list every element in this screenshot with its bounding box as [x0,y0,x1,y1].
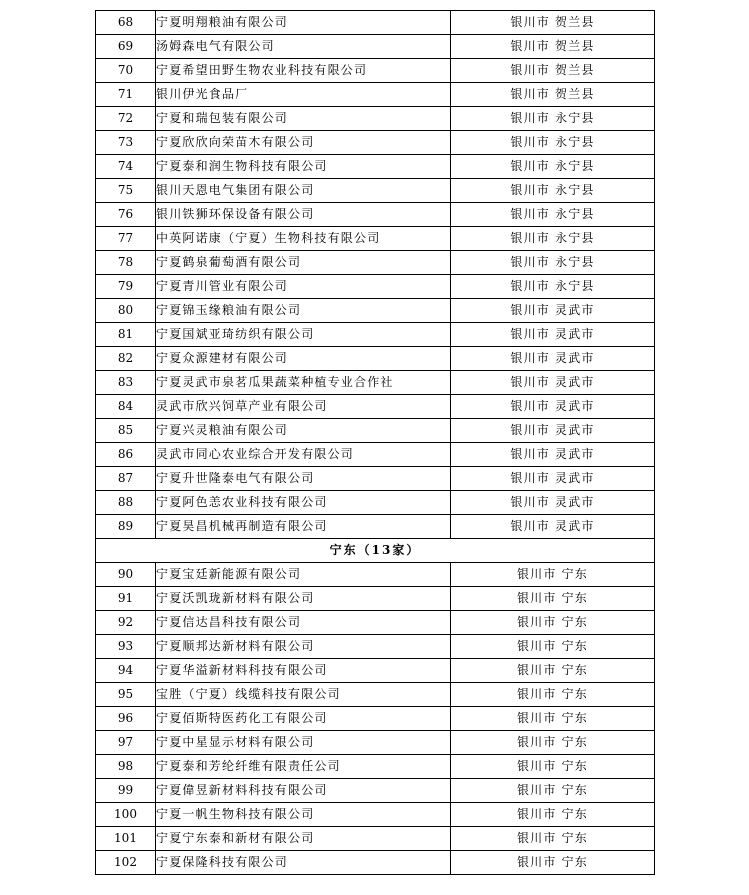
row-number: 87 [96,467,156,491]
row-number: 90 [96,563,156,587]
company-name: 宁夏一帆生物科技有限公司 [156,803,451,827]
row-number: 96 [96,707,156,731]
location: 银川市 贺兰县 [451,83,655,107]
company-name: 汤姆森电气有限公司 [156,35,451,59]
location: 银川市 宁东 [451,707,655,731]
row-number: 83 [96,371,156,395]
row-number: 75 [96,179,156,203]
row-number: 77 [96,227,156,251]
location: 银川市 永宁县 [451,155,655,179]
company-name: 宁夏众源建材有限公司 [156,347,451,371]
company-name: 宁夏中星显示材料有限公司 [156,731,451,755]
row-number: 70 [96,59,156,83]
row-number: 79 [96,275,156,299]
table-row [96,131,655,155]
company-name: 宁夏鹤泉葡萄酒有限公司 [156,251,451,275]
table-row [96,683,655,707]
table-row [96,587,655,611]
location: 银川市 永宁县 [451,179,655,203]
company-name: 宁夏升世隆泰电气有限公司 [156,467,451,491]
row-number: 92 [96,611,156,635]
company-name: 银川伊光食品厂 [156,83,451,107]
company-name: 宁夏信达昌科技有限公司 [156,611,451,635]
table-row [96,635,655,659]
location: 银川市 灵武市 [451,371,655,395]
table-row [96,35,655,59]
table-row [96,419,655,443]
company-name: 宁夏偉昱新材料科技有限公司 [156,779,451,803]
table-row [96,395,655,419]
row-number: 82 [96,347,156,371]
company-name: 宁夏顺邦达新材料有限公司 [156,635,451,659]
table-row [96,11,655,35]
company-name: 宁夏希望田野生物农业科技有限公司 [156,59,451,83]
row-number: 69 [96,35,156,59]
table-row [96,491,655,515]
company-name: 宁夏宁东泰和新材有限公司 [156,827,451,851]
location: 银川市 灵武市 [451,443,655,467]
row-number: 91 [96,587,156,611]
row-number: 78 [96,251,156,275]
location: 银川市 宁东 [451,803,655,827]
company-name: 宁夏阿色恙农业科技有限公司 [156,491,451,515]
location: 银川市 贺兰县 [451,11,655,35]
company-name: 宝胜（宁夏）线缆科技有限公司 [156,683,451,707]
row-number: 101 [96,827,156,851]
row-number: 88 [96,491,156,515]
location: 银川市 宁东 [451,659,655,683]
company-list-table [95,10,655,875]
row-number: 85 [96,419,156,443]
table-row [96,203,655,227]
company-name: 银川铁狮环保设备有限公司 [156,203,451,227]
location: 银川市 宁东 [451,851,655,875]
location: 银川市 永宁县 [451,227,655,251]
row-number: 89 [96,515,156,539]
company-name: 宁夏国斌亚琦纺织有限公司 [156,323,451,347]
location: 银川市 宁东 [451,779,655,803]
company-name: 宁夏兴灵粮油有限公司 [156,419,451,443]
company-name: 宁夏沃凯珑新材料有限公司 [156,587,451,611]
row-number: 97 [96,731,156,755]
company-name: 宁夏欣欣向荣苗木有限公司 [156,131,451,155]
table-row [96,515,655,539]
table-row [96,803,655,827]
table-row [96,59,655,83]
location: 银川市 宁东 [451,587,655,611]
table-row [96,851,655,875]
table-row [96,323,655,347]
location: 银川市 灵武市 [451,299,655,323]
location: 银川市 宁东 [451,755,655,779]
company-name: 银川天恩电气集团有限公司 [156,179,451,203]
section-row [96,539,655,563]
location: 银川市 宁东 [451,635,655,659]
location: 银川市 永宁县 [451,107,655,131]
row-number: 76 [96,203,156,227]
location: 银川市 宁东 [451,611,655,635]
company-name: 宁夏锦玉缘粮油有限公司 [156,299,451,323]
table-row [96,731,655,755]
table-row [96,347,655,371]
table-row [96,371,655,395]
table-row [96,779,655,803]
table-row [96,179,655,203]
company-name: 灵武市同心农业综合开发有限公司 [156,443,451,467]
row-number: 80 [96,299,156,323]
row-number: 100 [96,803,156,827]
location: 银川市 永宁县 [451,203,655,227]
company-name: 宁夏华溢新材料科技有限公司 [156,659,451,683]
location: 银川市 贺兰县 [451,35,655,59]
location: 银川市 永宁县 [451,275,655,299]
location: 银川市 灵武市 [451,347,655,371]
company-name: 灵武市欣兴饲草产业有限公司 [156,395,451,419]
company-name: 中英阿诺康（宁夏）生物科技有限公司 [156,227,451,251]
table-row [96,755,655,779]
table-row [96,443,655,467]
row-number: 81 [96,323,156,347]
row-number: 95 [96,683,156,707]
row-number: 99 [96,779,156,803]
location: 银川市 宁东 [451,683,655,707]
company-name: 宁夏佰斯特医药化工有限公司 [156,707,451,731]
location: 银川市 永宁县 [451,131,655,155]
location: 银川市 灵武市 [451,467,655,491]
row-number: 74 [96,155,156,179]
row-number: 72 [96,107,156,131]
location: 银川市 宁东 [451,827,655,851]
company-name: 宁夏宝廷新能源有限公司 [156,563,451,587]
row-number: 102 [96,851,156,875]
table-row [96,155,655,179]
table-row [96,83,655,107]
company-name: 宁夏泰和润生物科技有限公司 [156,155,451,179]
location: 银川市 灵武市 [451,395,655,419]
company-name: 宁夏昊昌机械再制造有限公司 [156,515,451,539]
table-row [96,827,655,851]
company-name: 宁夏明翔粮油有限公司 [156,11,451,35]
table-body [96,11,655,875]
row-number: 68 [96,11,156,35]
location: 银川市 灵武市 [451,419,655,443]
location: 银川市 宁东 [451,731,655,755]
table-row [96,299,655,323]
location: 银川市 灵武市 [451,515,655,539]
table-row [96,107,655,131]
table-row [96,227,655,251]
table-row [96,563,655,587]
table-row [96,707,655,731]
row-number: 93 [96,635,156,659]
row-number: 94 [96,659,156,683]
location: 银川市 贺兰县 [451,59,655,83]
table-row [96,611,655,635]
table-row [96,659,655,683]
section-title: 宁东（13家） [96,539,655,563]
table-row [96,467,655,491]
row-number: 98 [96,755,156,779]
company-name: 宁夏泰和芳纶纤维有限责任公司 [156,755,451,779]
table-row [96,275,655,299]
row-number: 84 [96,395,156,419]
location: 银川市 永宁县 [451,251,655,275]
location: 银川市 灵武市 [451,491,655,515]
company-name: 宁夏和瑞包装有限公司 [156,107,451,131]
company-name: 宁夏青川管业有限公司 [156,275,451,299]
location: 银川市 灵武市 [451,323,655,347]
company-name: 宁夏灵武市泉茗瓜果蔬菜种植专业合作社 [156,371,451,395]
row-number: 71 [96,83,156,107]
row-number: 73 [96,131,156,155]
table-row [96,251,655,275]
company-name: 宁夏保隆科技有限公司 [156,851,451,875]
row-number: 86 [96,443,156,467]
location: 银川市 宁东 [451,563,655,587]
